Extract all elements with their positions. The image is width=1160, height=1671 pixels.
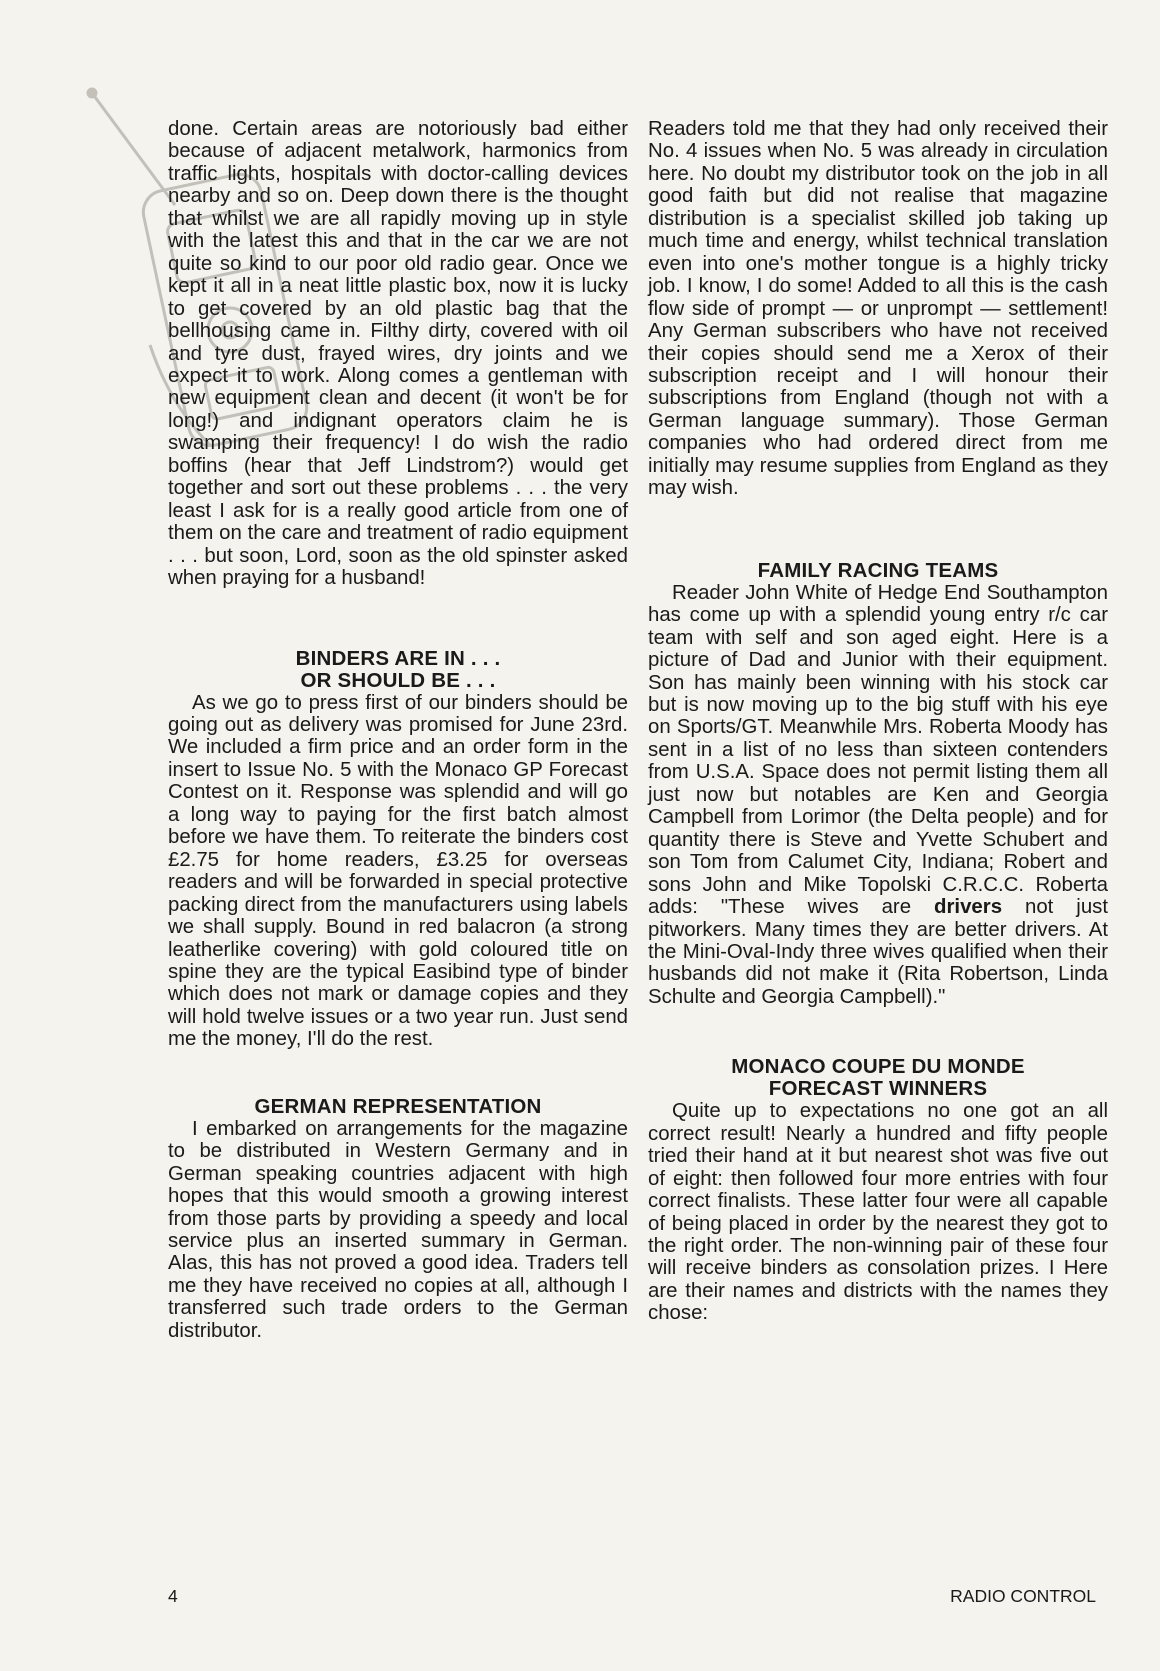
binders-heading [168,648,628,692]
binders-paragraph: As we go to press first of our binders should be going out as delivery was promised for June 23rd. We included a firm price and an order form in the insert to Issue No. 5 with the Monaco GP Forecast Contest on it. Response was splendid and will go a long way to paying for the first batch almost before we have them. To reiterate the binders cost £2.75 for home readers, £3.25 for overseas readers and will be forwarded in special protective packing direct from the manufacturers using labels we shall supply. Bound in red balacron (a strong leatherlike covering) with gold coloured title on spine they are the typical Easibind type of binder which does not mark or damage copies and they will hold twelve issues or a two year run. Just send me the money, I'll do the rest. [168,691,628,1051]
family-heading: FAMILY RACING TEAMS [757,558,999,582]
family-text-before: Reader John White of Hedge End Southampton has come up with a splendid young entry r/c car team with self and son aged eight. Here is a picture of Dad and Junior with their equipment. Son has mainly been winning with his stock car but is now moving up to the big stuff with his eye on Sports/GT. Meanwhile Mrs. Roberta Moody has sent in a list of no less than sixteen contenders from U.S.A. Space does not permit listing them all just now but notables are Ken and Georgia Campbell from Lorimor (the Delta people) and for quantity there is Steve and Yvette Schubert and son Tom from Calumet City, Indiana; Robert and sons John and Mike Topolski C.R.C.C. Roberta adds: "These wives are [648,581,1108,919]
family-emphasis: drivers [934,896,1003,919]
left-intro-paragraph: done. Certain areas are notoriously bad either because of adjacent metalwork, harmonics from traffic lights, hospitals with doctor-calling devices nearby and so on. Deep down there is the thought that whilst we are all rapidly moving up in style with the latest this and that in the car we are not quite so kind to our poor old radio gear. Once we kept it all in a neat little plastic box, now it is lucky to get covered by an old plastic bag that the bellhousing came in. Filthy dirty, covered with oil and tyre dust, frayed wires, dry joints and we expect it to work. Along comes a gentleman with new equipment clean and decent (it won't be for long!) and indignant operators claim he is swamping their frequency! I do wish the radio boffins (hear that Jeff Lindstrom?) would get together and sort out these problems . . . the very least I ask for is a really good article from one of them on the care and treatment of radio equipment . . . but soon, Lord, soon as the old spinster asked when praying for a husband! [168,118,628,590]
monaco-paragraph: Quite up to expectations no one got an all correct result! Nearly a hundred and fifty people tried their hand at it but nearest shot was five out of eight: then followed four more entries with four correct finalists. These latter four were all capable of being placed in order by the nearest they got to the right order. The non-winning pair of these four will receive binders as consolation prizes. I Here are their names and districts with the names they chose: [648,1100,1108,1325]
left-column [168,118,628,1342]
right-intro-paragraph: Readers told me that they had only received their No. 4 issues when No. 5 was already in circulation here. No doubt my distributor took on the job in all good faith but did not realise that magazine distribution is a specialist skilled job taking up much time and energy, whilst technical translation even into one's mother tongue is a highly tricky job. I know, I do some! Added to all this is the cash flow side of prompt — or unprompt — settlement! Any German subscribers who have not received their copies should send me a Xerox of their subscription receipt and I will honour their subscriptions from England (though not with a German language summary). Those German companies who had ordered direct from me initially may resume supplies from England as they may wish. [648,118,1108,500]
magazine-name: RADIO CONTROL [950,1586,1096,1606]
page-number: 4 [168,1586,178,1606]
right-column [648,118,1108,1325]
german-paragraph: I embarked on arrangements for the magazine to be distributed in Western Germany and in German speaking countries adjacent with high hopes that this would smooth a growing interest from those parts by providing a speedy and local service plus an inserted summary in German. Alas, this has not proved a good idea. Traders tell me they have received no copies at all, although I transferred such trade orders to the German distributor. [168,1117,628,1342]
family-paragraph [648,582,1108,1009]
monaco-heading-line1: MONACO COUPE DU MONDE [731,1055,1025,1079]
binders-heading-line1: BINDERS ARE IN . . . [295,646,501,670]
binders-heading-line2: OR SHOULD BE . . . [300,668,496,692]
monaco-heading [648,1056,1108,1100]
monaco-heading-line2: FORECAST WINNERS [768,1077,988,1101]
german-heading: GERMAN REPRESENTATION [254,1094,542,1118]
family-text-after: not just pitworkers. Many times they are better drivers. At the Mini-Oval-Indy three wives qualified when their husbands did not make it (Rita Robertson, Linda Schulte and Georgia Campbell)." [648,896,1109,1008]
